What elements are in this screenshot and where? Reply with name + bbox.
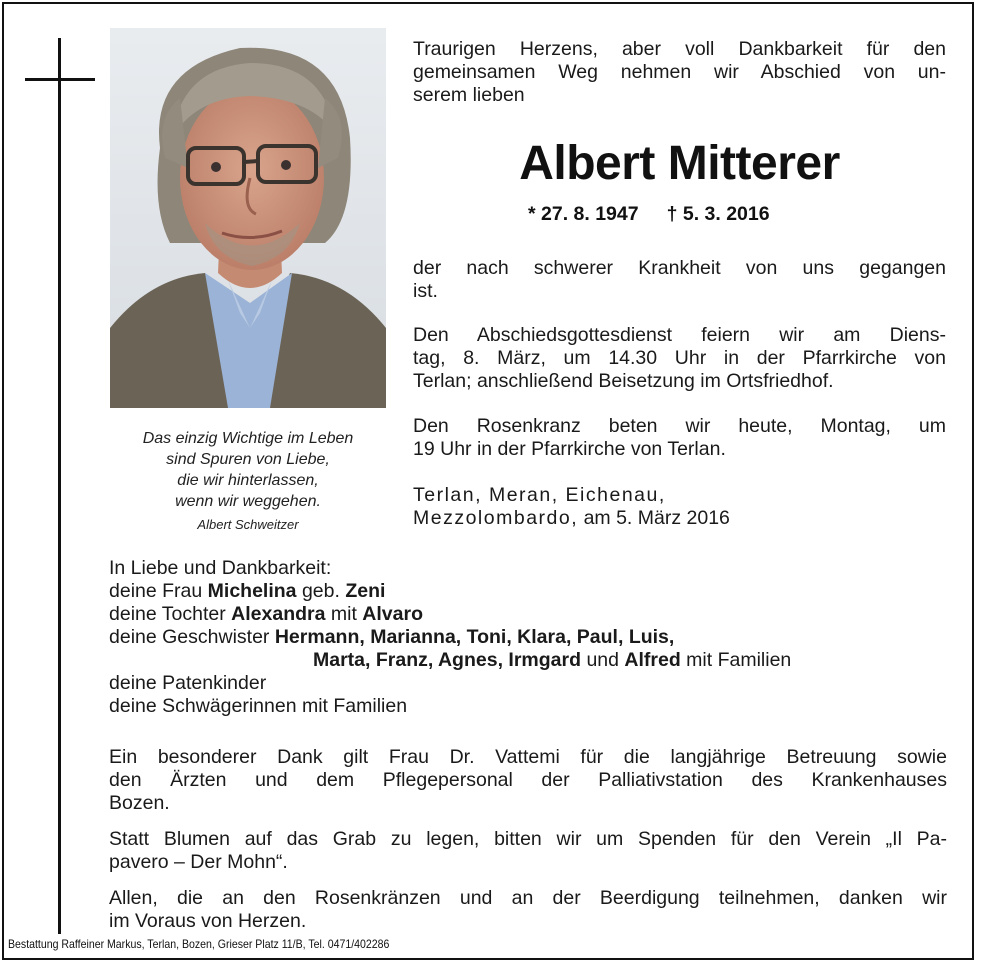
- family-heading: In Liebe und Dankbarkeit:: [109, 557, 332, 579]
- family-list: [109, 557, 949, 718]
- text-line: 19 Uhr in der Pfarrkirche von Terlan.: [413, 438, 726, 460]
- rosary-paragraph: [413, 415, 946, 461]
- text-line: Statt Blumen auf das Grab zu legen, bitten wir um Spenden für den Verein „Il Pa-: [109, 828, 947, 850]
- quote-author: Albert Schweitzer: [197, 517, 299, 532]
- relation-label: geb.: [301, 580, 340, 602]
- quote-line: die wir hinterlassen,: [177, 472, 319, 489]
- intro-paragraph: [413, 38, 946, 107]
- text-line: pavero – Der Mohn“.: [109, 851, 288, 873]
- relative-name: Michelina: [207, 580, 297, 602]
- notice-date: am 5. März 2016: [583, 507, 730, 529]
- places-date-line: [413, 507, 946, 530]
- family-siblings-cont: [109, 649, 949, 672]
- deceased-name: Albert Mitterer: [519, 137, 840, 190]
- illness-paragraph: [413, 257, 946, 303]
- relative-name: Alexandra: [231, 603, 326, 625]
- funeral-home-footer: Bestattung Raffeiner Markus, Terlan, Bozen, Grieser Platz 11/B, Tel. 0471/402286: [8, 937, 390, 951]
- text-line: Traurigen Herzens, aber voll Dankbarkeit für den: [413, 38, 946, 60]
- text-line: Allen, die an den Rosenkränzen und an der Beerdigung teilnehmen, danken wir: [109, 887, 947, 909]
- birth-date: * 27. 8. 1947: [528, 203, 639, 225]
- text-line: Bozen.: [109, 792, 170, 814]
- donation-paragraph: [109, 828, 947, 874]
- relative-name: Alvaro: [362, 603, 423, 625]
- memorial-quote: [100, 428, 396, 512]
- family-daughter: [109, 603, 949, 626]
- text-line: Den Abschiedsgottesdienst feiern wir am Diens-: [413, 324, 946, 346]
- text-line: den Ärzten und dem Pflegepersonal der Palliativstation des Krankenhauses: [109, 769, 947, 791]
- death-date: † 5. 3. 2016: [666, 203, 770, 225]
- relative-names: Marta, Franz, Agnes, Irmgard: [313, 649, 582, 671]
- service-paragraph: [413, 324, 946, 393]
- portrait-photo: [110, 28, 386, 408]
- closing-paragraph: [109, 887, 947, 933]
- relation-label: und: [586, 649, 619, 671]
- text-line: ist.: [413, 280, 438, 302]
- cross-icon: [58, 38, 61, 934]
- family-siblings: [109, 626, 949, 649]
- text-line: Den Rosenkranz beten wir heute, Montag, um: [413, 415, 946, 437]
- relative-name: Zeni: [345, 580, 386, 602]
- relation-label: mit: [330, 603, 357, 625]
- cross-icon-bar: [25, 78, 95, 81]
- text-line: der nach schwerer Krankheit von uns gegangen: [413, 257, 946, 279]
- thanks-paragraph: [109, 746, 947, 815]
- relation-label: mit Familien: [686, 649, 792, 671]
- places-line: Terlan, Meran, Eichenau,: [413, 484, 666, 506]
- relation-label: deine Tochter: [109, 603, 226, 625]
- quote-line: wenn wir weggehen.: [175, 493, 321, 510]
- relation-label: deine Frau: [109, 580, 203, 602]
- relative-name: Alfred: [624, 649, 681, 671]
- relative-names: Hermann, Marianna, Toni, Klara, Paul, Luis,: [274, 626, 675, 648]
- place-date: [413, 484, 946, 530]
- text-line: Terlan; anschließend Beisetzung im Ortsfriedhof.: [413, 370, 834, 392]
- text-line: tag, 8. März, um 14.30 Uhr in der Pfarrkirche von: [413, 347, 946, 369]
- text-line: gemeinsamen Weg nehmen wir Abschied von un-: [413, 61, 946, 83]
- text-line: im Voraus von Herzen.: [109, 910, 307, 932]
- places-line: Mezzolombardo,: [413, 507, 579, 529]
- relation-label: deine Geschwister: [109, 626, 270, 648]
- life-dates: [528, 203, 770, 226]
- text-line: serem lieben: [413, 84, 525, 106]
- quote-line: Das einzig Wichtige im Leben: [142, 430, 354, 447]
- quote-line: sind Spuren von Liebe,: [166, 451, 330, 468]
- family-sisters-in-law: deine Schwägerinnen mit Familien: [109, 695, 408, 717]
- family-godchildren: deine Patenkinder: [109, 672, 267, 694]
- text-line: Ein besonderer Dank gilt Frau Dr. Vattemi für die langjährige Betreuung sowie: [109, 746, 947, 768]
- family-wife: [109, 580, 949, 603]
